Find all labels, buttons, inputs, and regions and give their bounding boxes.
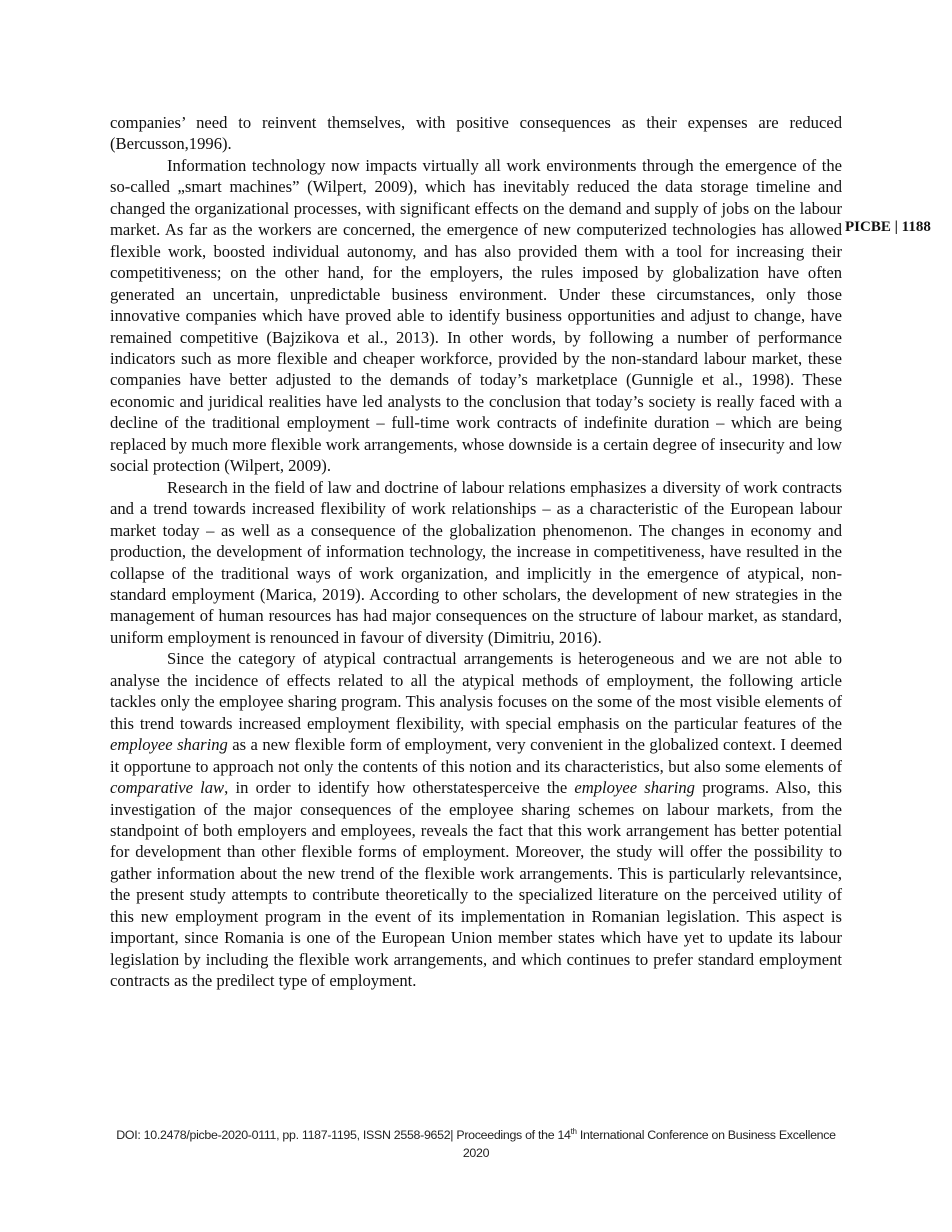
paragraph bbox=[110, 477, 842, 649]
paragraph bbox=[110, 112, 842, 155]
paragraph bbox=[110, 155, 842, 477]
footer-conference: International Conference on Business Excellence 2020 bbox=[462, 1128, 836, 1160]
text-run: companies’ need to reinvent themselves, with positive consequences as their expenses are reduced (Bercusson,1996). bbox=[110, 113, 842, 154]
italic-term: comparative law bbox=[110, 778, 225, 798]
text-run: Since the category of atypical contractual arrangements is heterogeneous and we are not able to analyse the incidence of effects related to all the atypical methods of employment, the following article tackles only the employee sharing program. This analysis focuses on the some of the most visible elements of this trend towards increased employment flexibility, with special emphasis on the particular features of the bbox=[110, 649, 842, 733]
italic-term: employee sharing bbox=[574, 778, 695, 798]
text-run: Information technology now impacts virtually all work environments through the emergence of the so-called „smart machines” (Wilpert, 2009), which has inevitably reduced the data storage timeline and changed the organizational processes, with significant effects on the demand and supply of jobs on the labour market. As far as the workers are concerned, the emergence of new computerized technologies has allowed flexible work, boosted individual autonomy, and has also provided them with a tool for increasing their competitiveness; on the other hand, for the employers, the rules imposed by globalization have often generated an uncertain, unpredictable business environment. Under these circumstances, only those innovative companies which have proved able to identify business opportunities and adjust to change, have remained competitive (Bajzikova et al., 2013). In other words, by following a number of performance indicators such as more flexible and cheaper workforce, provided by the non-standard labour market, these companies have better adjusted to the demands of today’s marketplace (Gunnigle et al., 1998). These economic and juridical realities have led analysts to the conclusion that today’s society is really faced with a decline of the traditional employment – full-time work contracts of indefinite duration – which are being replaced by much more flexible work arrangements, whose downside is a certain degree of insecurity and low social protection (Wilpert, 2009). bbox=[110, 155, 842, 476]
paragraph bbox=[110, 648, 842, 991]
article-body bbox=[110, 112, 842, 992]
footer-citation: DOI: 10.2478/picbe-2020-0111, pp. 1187-1195, ISSN 2558-9652| Proceedings of the 14 bbox=[116, 1128, 571, 1142]
page-footer bbox=[110, 1126, 842, 1162]
text-run: as a new flexible form of employment, very convenient in the globalized context. I deemed it opportune to approach not only the contents of this notion and its characteristics, but also some elements of bbox=[110, 735, 842, 776]
page-number-label: PICBE | 1188 bbox=[845, 219, 931, 235]
italic-term: employee sharing bbox=[110, 735, 228, 755]
text-run: programs. Also, this investigation of the major consequences of the employee sharing schemes on labour markets, from the standpoint of both employers and employees, reveals the fact that this work arrangement has better potential for development than other flexible forms of employment. Moreover, the study will offer the possibility to gather information about the new trend of the flexible work arrangements. This is particularly relevantsince, the present study attempts to contribute theoretically to the specialized literature on the perceived utility of this new employment program in the event of its implementation in Romanian legislation. This aspect is important, since Romania is one of the European Union member states which have yet to update its labour legislation by including the flexible work arrangements, and which continues to prefer standard employment contracts as the predilect type of employment. bbox=[110, 778, 842, 991]
text-run: Research in the field of law and doctrine of labour relations emphasizes a diversity of work contracts and a trend towards increased flexibility of work relationships – as a characteristic of the European labour market today – as well as a consequence of the globalization phenomenon. The changes in economy and production, the development of information technology, the increase in competitiveness, have resulted in the collapse of the traditional ways of work organization, and implicitly in the emergence of atypical, non-standard employment (Marica, 2019). According to other scholars, the development of new strategies in the management of human resources has had major consequences on the structure of labour market, as standard, uniform employment is renounced in favour of diversity (Dimitriu, 2016). bbox=[110, 477, 842, 647]
text-run: , in order to identify how otherstatesperceive the bbox=[224, 778, 575, 798]
footer-ordinal-suffix: th bbox=[570, 1126, 577, 1136]
